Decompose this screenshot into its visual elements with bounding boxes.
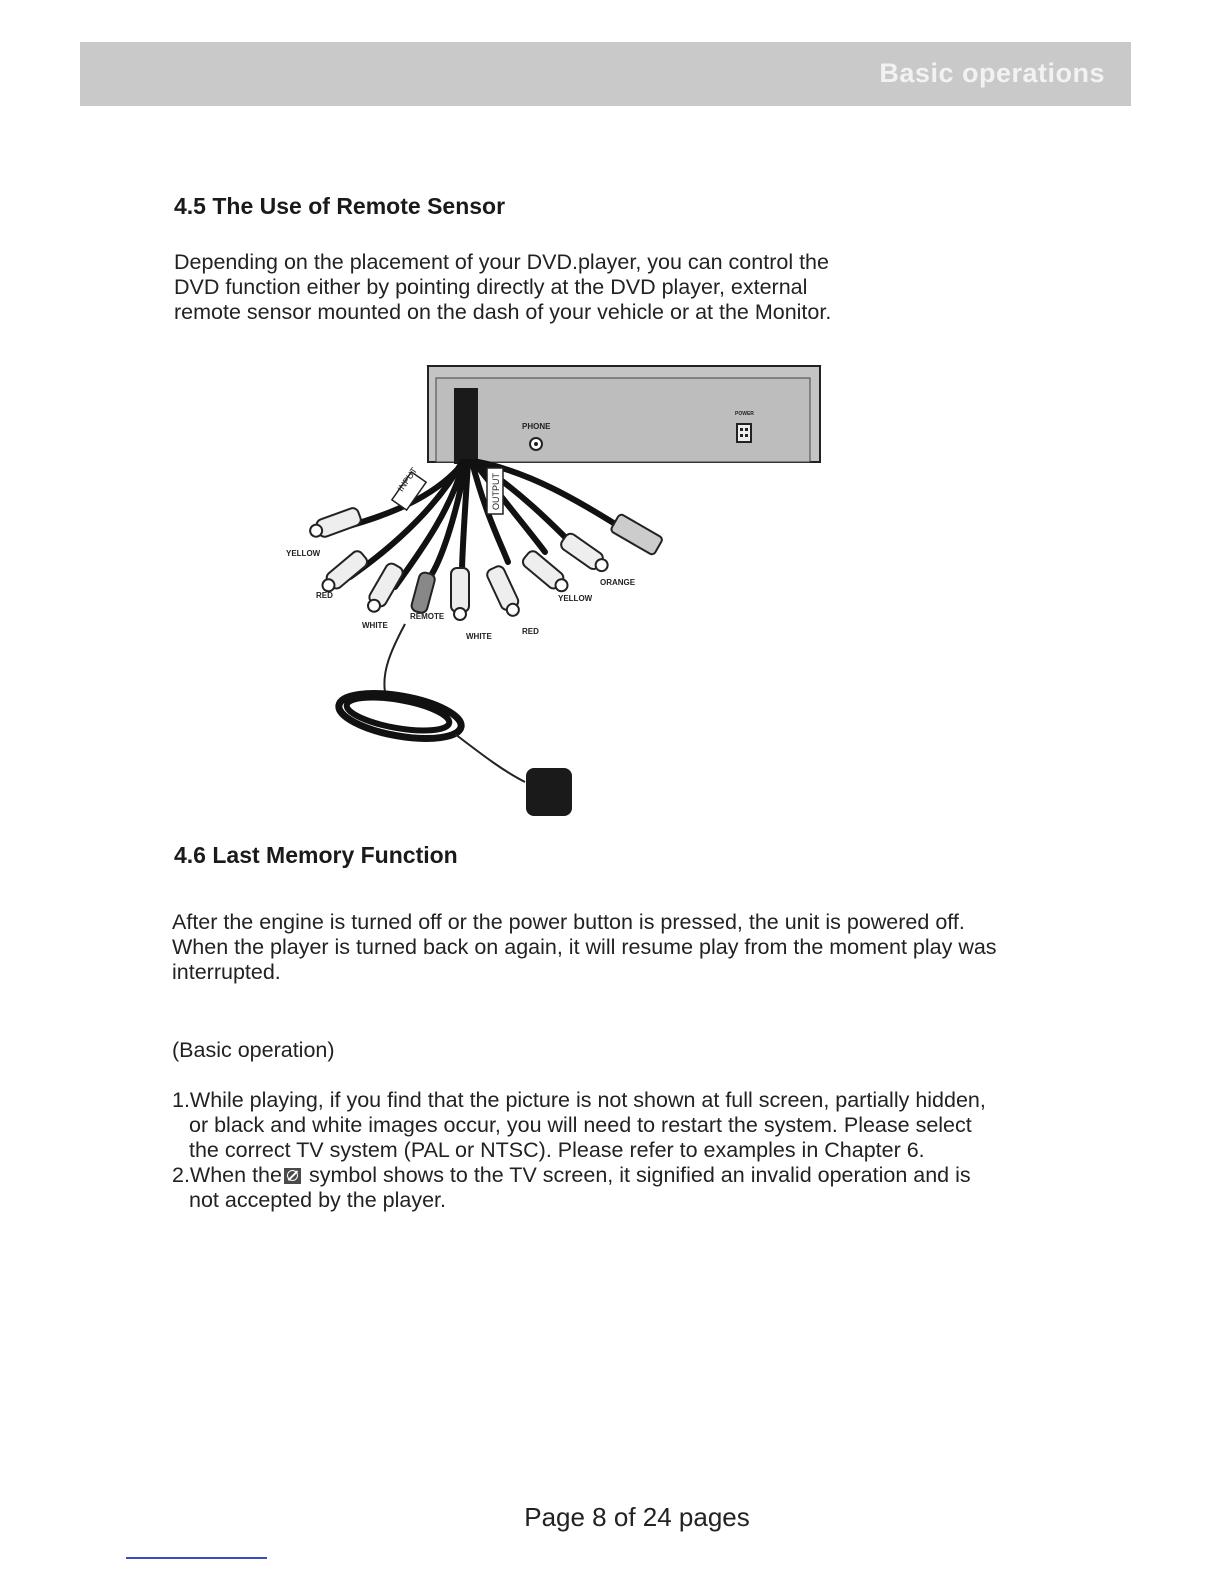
remote-sensor xyxy=(335,624,572,816)
prohibited-icon xyxy=(284,1168,301,1184)
last-memory-paragraph xyxy=(172,910,997,985)
label-orange: ORANGE xyxy=(600,578,636,587)
list-item-1 xyxy=(172,1088,986,1163)
paragraph-line: After the engine is turned off or the power button is pressed, the unit is powered off. xyxy=(172,910,965,934)
paragraph-line: When the player is turned back on again, it will resume play from the moment play was xyxy=(172,935,997,959)
list-line: the correct TV system (PAL or NTSC). Please refer to examples in Chapter 6. xyxy=(189,1138,925,1162)
list-line xyxy=(172,1163,971,1188)
section-heading-last-memory: 4.6 Last Memory Function xyxy=(174,842,458,868)
list-line-start: 2.When the xyxy=(172,1163,282,1187)
section-heading-remote-sensor: 4.5 The Use of Remote Sensor xyxy=(174,193,506,219)
dvd-player-rear xyxy=(428,366,820,464)
remote-sensor-paragraph xyxy=(174,250,831,325)
label-white-input: WHITE xyxy=(362,621,388,630)
label-remote: REMOTE xyxy=(410,612,445,621)
label-yellow-output: YELLOW xyxy=(558,594,593,603)
page-number: Page 8 of 24 pages xyxy=(524,1502,750,1532)
input-tag xyxy=(392,465,426,510)
list-line: or black and white images occur, you will need to restart the system. Please select xyxy=(189,1113,972,1137)
svg-text:INPUT: INPUT xyxy=(395,465,420,494)
paragraph-line: DVD function either by pointing directly at the DVD player, external xyxy=(174,275,808,299)
basic-operation-title: (Basic operation) xyxy=(172,1038,335,1062)
label-yellow-input: YELLOW xyxy=(286,549,321,558)
svg-text:OUTPUT: OUTPUT xyxy=(491,473,501,510)
list-line: 1.While playing, if you find that the picture is not shown at full screen, partially hidden, xyxy=(172,1088,986,1112)
dvd-connection-diagram xyxy=(250,362,930,822)
paragraph-line: Depending on the placement of your DVD.player, you can control the xyxy=(174,250,829,274)
paragraph-line: remote sensor mounted on the dash of your vehicle or at the Monitor. xyxy=(174,300,832,324)
output-tag xyxy=(487,468,503,514)
list-item-2 xyxy=(172,1163,971,1213)
header-bar xyxy=(80,42,1131,106)
phone-label: PHONE xyxy=(522,422,551,431)
power-connector-icon xyxy=(737,424,751,442)
label-red-input: RED xyxy=(316,591,333,600)
paragraph-line: interrupted. xyxy=(172,960,281,984)
label-white-output: WHITE xyxy=(466,632,492,641)
power-label: POWER xyxy=(735,411,754,417)
list-line-end: symbol shows to the TV screen, it signified an invalid operation and is xyxy=(302,1163,971,1187)
footer-underline xyxy=(126,1557,267,1559)
sensor-eye-icon xyxy=(526,768,572,816)
label-red-output: RED xyxy=(522,627,539,636)
list-line: not accepted by the player. xyxy=(189,1188,446,1212)
header-title: Basic operations xyxy=(879,58,1105,88)
